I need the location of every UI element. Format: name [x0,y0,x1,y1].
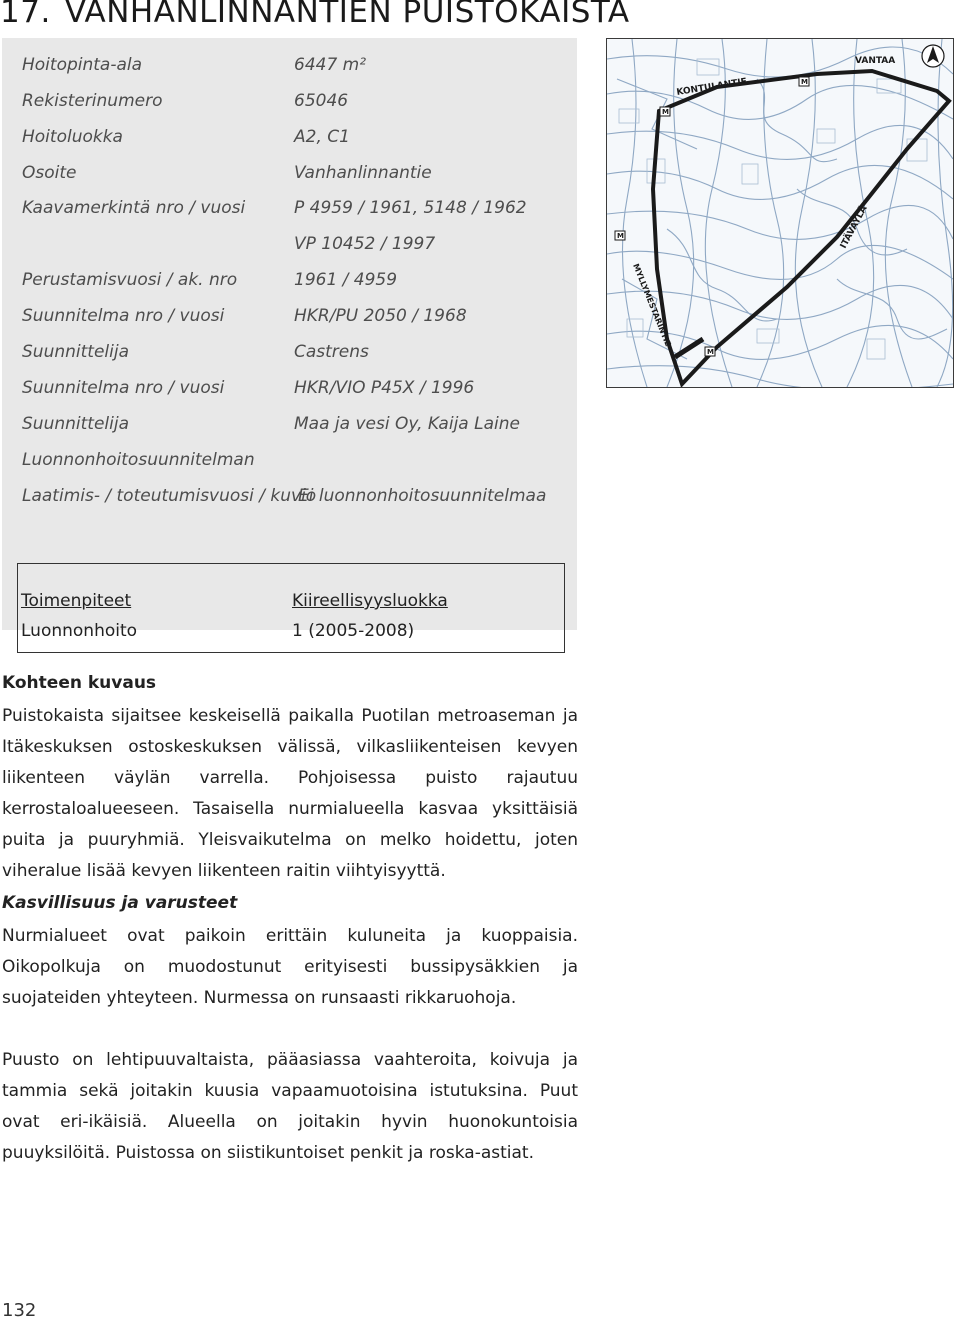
park-strip-marker [675,339,703,357]
actions-header-measures: Toimenpiteet [21,591,132,611]
label-itavayla: ITÄVÄYLÄ [838,204,870,251]
info-label: Suunnittelija [22,342,129,362]
info-value: A2, C1 [294,127,350,147]
info-label: Suunnitelma nro / vuosi [22,378,225,398]
location-map [606,38,954,388]
info-label: Hoitoluokka [22,127,123,147]
metro-marker-label: M [662,108,669,116]
label-vantaa: VANTAA [855,56,896,66]
map-graphic [607,39,953,387]
info-label: Suunnitelma nro / vuosi [22,306,225,326]
description-body: Puistokaista sijaitsee keskeisellä paikalla Puotilan metroaseman ja Itäkeskuksen ostoskeskuksen välissä, vilkasliikenteisen kevyen liikenteen väylän varrella. Pohjoisessa puisto rajautuu kerrostaloalueeseen. Tasaisella nurmialueella kasvaa yksittäisiä puita ja puuryhmiä. Yleisvaikutelma on melko hoidettu, joten viheralue lisää kevyen liikenteen raitin viihtyisyyttä. [2,706,578,881]
info-label: Perustamisvuosi / ak. nro [22,270,238,290]
info-value: Maa ja vesi Oy, Kaija Laine [294,414,520,434]
metro-marker-label: M [801,78,808,86]
info-box [2,38,577,641]
metro-marker-label: M [707,348,714,356]
section-number: 17. [0,0,51,30]
info-value: HKR/VIO P45X / 1996 [294,378,475,398]
info-label: Laatimis- / toteutumisvuosi / kuvio [22,486,317,506]
actions-table [17,563,565,653]
info-label: Suunnittelija [22,414,129,434]
info-label: Osoite [22,163,77,183]
actions-measure-value: Luonnonhoito [21,621,138,641]
north-arrow-icon [922,45,944,67]
description-section [2,668,578,887]
info-value: VP 10452 / 1997 [294,234,436,254]
label-myllymestarintie: MYLLYMESTARINTIE [631,262,673,348]
info-label: Hoitopinta-ala [22,55,143,75]
description-heading: Kohteen kuvaus [2,673,157,693]
vegetation-heading: Kasvillisuus ja varusteet [2,893,238,913]
metro-marker-label: M [617,232,624,240]
info-label: Rekisterinumero [22,91,163,111]
info-label: Kaavamerkintä nro / vuosi [22,198,246,218]
actions-header-urgency: Kiireellisyysluokka [292,591,448,611]
actions-urgency-value: 1 (2005-2008) [292,621,415,641]
info-label: Luonnonhoitosuunnitelman [22,450,255,470]
info-value: 6447 m² [294,55,367,75]
info-value: HKR/PU 2050 / 1968 [294,306,467,326]
info-value: Vanhanlinnantie [294,163,432,183]
info-value: 65046 [294,91,349,111]
section-title: VANHANLINNANTIEN PUISTOKAISTA [64,0,630,30]
info-value: Ei luonnonhoitosuunnitelmaa [298,486,547,506]
vegetation-section [2,888,578,1169]
vegetation-paragraph-2: Puusto on lehtipuuvaltaista, pääasiassa vaahteroita, koivuja ja tammia sekä joitakin kuusia vapaamuotoisina istutuksina. Puut ovat eri-ikäisiä. Alueella on joitakin hyvin huonokuntoisia puuyksilöitä. Puistossa on siistikuntoiset penkit ja roska-astiat. [2,1050,578,1163]
vegetation-paragraph-1: Nurmialueet ovat paikoin erittäin kuluneita ja kuoppaisia. Oikopolkuja on muodostunut erityisesti bussipysäkkien ja suojateiden yhteyteen. Nurmessa on runsaasti rikkaruohoja. [2,926,578,1008]
info-value: P 4959 / 1961, 5148 / 1962 [294,198,527,218]
page-title [0,0,630,30]
label-kontulantie: KONTULANTIE [675,76,748,98]
info-value: Castrens [294,342,369,362]
page-number: 132 [2,1300,37,1321]
info-value: 1961 / 4959 [294,270,398,290]
